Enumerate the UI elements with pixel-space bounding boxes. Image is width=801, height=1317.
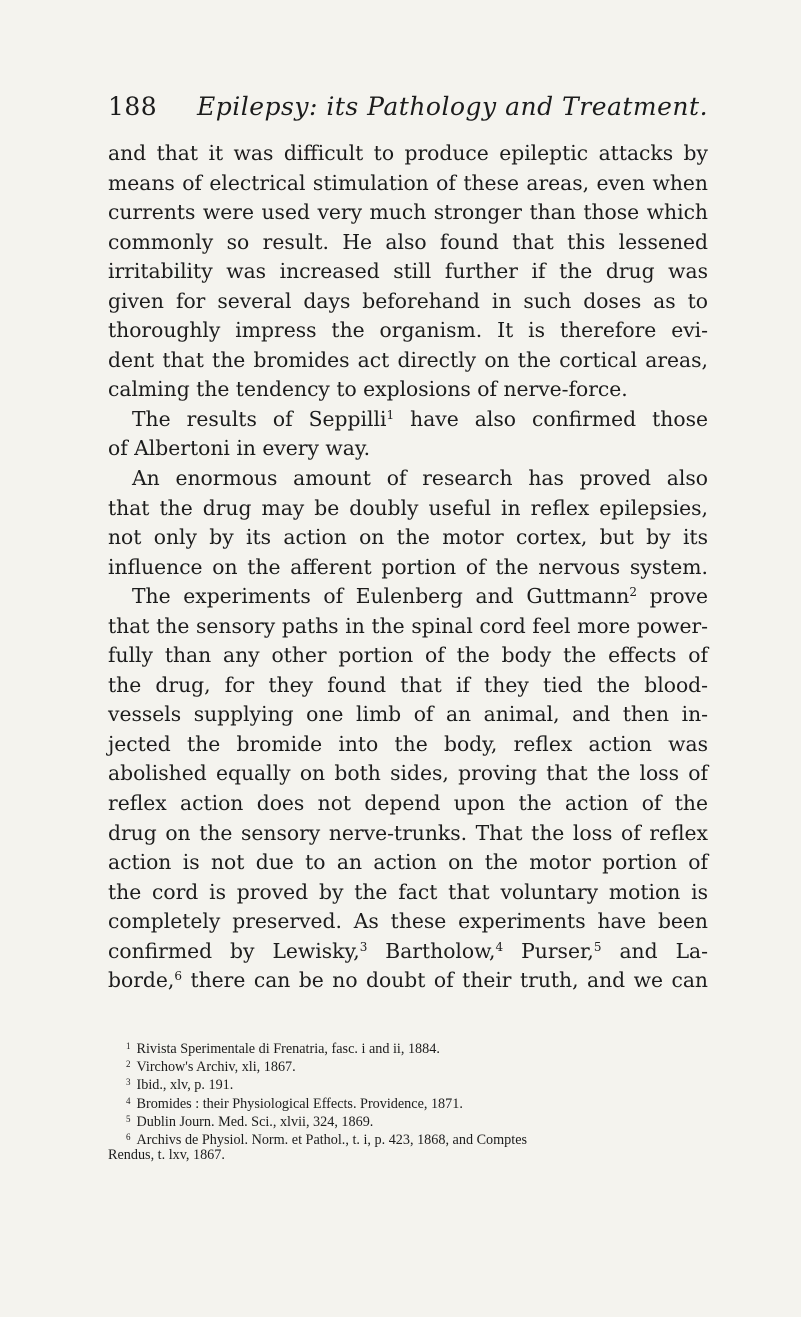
footnote xyxy=(108,1037,708,1055)
footnote-text: Rivista Sperimentale di Frenatria, fasc. i and ii, 1884. xyxy=(136,1041,440,1057)
body-text-run: that the drug may be doubly useful in reflex epilepsies, xyxy=(108,495,708,520)
footnote xyxy=(108,1110,708,1128)
footnote-text: Dublin Journ. Med. Sci., xlvii, 324, 1869. xyxy=(136,1113,374,1130)
footnote xyxy=(108,1055,708,1076)
body-line xyxy=(108,789,708,819)
footnote-ref: 3 xyxy=(359,939,368,954)
body-text-run: that the sensory paths in the spinal cord feel more power- xyxy=(108,613,708,638)
footnote-ref: 1 xyxy=(386,407,395,422)
body-text-run: action is not due to an action on the motor portion of xyxy=(108,850,708,875)
footnote-mark: 5 xyxy=(126,1113,131,1124)
body-text-run: The experiments of Eulenberg and Guttmann xyxy=(132,584,630,609)
body-text-run: completely preserved. As these experiments have been xyxy=(108,909,708,934)
body-line xyxy=(108,907,708,937)
body-text-run: calming the tendency to explosions of nerve-force. xyxy=(108,377,628,402)
body-line xyxy=(108,671,708,701)
footnote-ref: 6 xyxy=(174,969,182,984)
footnote-mark: 3 xyxy=(126,1077,131,1088)
body-text-run: thoroughly impress the organism. It is therefore evi- xyxy=(108,318,708,343)
page-number: 188 xyxy=(108,92,158,121)
body-line xyxy=(108,819,708,849)
body-line xyxy=(108,316,708,346)
page-header xyxy=(108,92,708,132)
body-text-run: confirmed by Lewisky, xyxy=(108,938,360,963)
body-text-run: drug on the sensory nerve-trunks. That the loss of reflex xyxy=(108,820,708,845)
body-text-run: have also confirmed those xyxy=(394,406,708,431)
body-line xyxy=(108,582,708,612)
body-line xyxy=(108,375,708,405)
footnote xyxy=(108,1146,708,1164)
footnote-mark: 2 xyxy=(126,1059,131,1070)
body-line xyxy=(108,464,708,494)
body-line xyxy=(108,405,708,435)
body-text-run: The results of Seppilli xyxy=(132,406,387,431)
body-line xyxy=(108,759,708,789)
body-text-run: borde, xyxy=(108,968,175,993)
footnote-text: Ibid., xlv, p. 191. xyxy=(136,1077,234,1094)
body-line xyxy=(108,878,708,908)
footnote-mark: 1 xyxy=(126,1041,131,1051)
body-line xyxy=(108,198,708,228)
body-line xyxy=(108,700,708,730)
body-line xyxy=(108,139,708,169)
body-line xyxy=(108,523,708,553)
body-text-run: not only by its action on the motor cortex, but by its xyxy=(108,525,708,550)
body-text xyxy=(108,139,708,996)
body-line xyxy=(108,494,708,524)
footnote-mark: 4 xyxy=(126,1095,131,1106)
body-line xyxy=(108,848,708,878)
footnote-ref: 5 xyxy=(593,939,602,954)
footnote-ref: 4 xyxy=(495,939,504,954)
body-text-run: given for several days beforehand in such doses as to xyxy=(108,288,708,313)
body-text-run: abolished equally on both sides, proving that the loss of xyxy=(108,761,708,786)
running-title: Epilepsy: its Pathology and Treatment. xyxy=(197,92,709,121)
body-line xyxy=(108,434,708,464)
footnote-text: Virchow's Archiv, xli, 1867. xyxy=(136,1059,296,1076)
body-text-run: currents were used very much stronger than those which xyxy=(108,200,708,225)
body-text-run: the cord is proved by the fact that voluntary motion is xyxy=(108,879,708,904)
body-line xyxy=(108,641,708,671)
body-text-run: prove xyxy=(636,584,709,609)
body-text-run: An enormous amount of research has proved also xyxy=(132,466,708,491)
body-line xyxy=(108,553,708,583)
body-text-run: dent that the bromides act directly on the cortical areas, xyxy=(108,347,708,372)
body-text-run: commonly so result. He also found that this lessened xyxy=(108,229,708,254)
footnote xyxy=(108,1128,708,1146)
footnote xyxy=(108,1073,708,1094)
body-text-run: there can be no doubt of their truth, and we can xyxy=(181,968,708,993)
body-line xyxy=(108,937,708,967)
body-text-run: and La- xyxy=(601,938,708,963)
body-line xyxy=(108,612,708,642)
body-text-run: vessels supplying one limb of an animal, and then in- xyxy=(108,702,708,727)
body-line xyxy=(108,169,708,199)
body-line xyxy=(108,730,708,760)
body-text-run: and that it was difficult to produce epileptic attacks by xyxy=(108,141,708,165)
body-text-run: Purser, xyxy=(503,938,594,963)
body-line xyxy=(108,287,708,317)
footnote-ref: 2 xyxy=(629,585,637,600)
footnotes xyxy=(108,1037,708,1164)
body-text-run: influence on the afferent portion of the nervous system. xyxy=(108,554,708,579)
footnote-text: Archivs de Physiol. Norm. et Pathol., t. i, p. 423, 1868, and Comptes xyxy=(136,1131,528,1148)
body-text-run: fully than any other portion of the body the effects of xyxy=(108,643,708,668)
body-line xyxy=(108,966,708,996)
footnote-text: Bromides : their Physiological Effects. Providence, 1871. xyxy=(136,1095,463,1112)
body-text-run: irritability was increased still further if the drug was xyxy=(108,259,708,284)
body-line xyxy=(108,257,708,287)
body-text-run: reflex action does not depend upon the action of the xyxy=(108,791,708,816)
footnote xyxy=(108,1092,708,1110)
footnote-mark: 6 xyxy=(126,1131,131,1142)
body-text-run: jected the bromide into the body, reflex action was xyxy=(108,731,708,756)
body-line xyxy=(108,346,708,376)
body-line xyxy=(108,228,708,258)
body-text-run: means of electrical stimulation of these areas, even when xyxy=(108,170,708,195)
body-text-run: of Albertoni in every way. xyxy=(108,436,371,461)
body-text-run: Bartholow, xyxy=(367,938,496,963)
body-text-run: the drug, for they found that if they tied the blood- xyxy=(108,672,708,697)
footnote-text: Rendus, t. lxv, 1867. xyxy=(108,1147,225,1164)
